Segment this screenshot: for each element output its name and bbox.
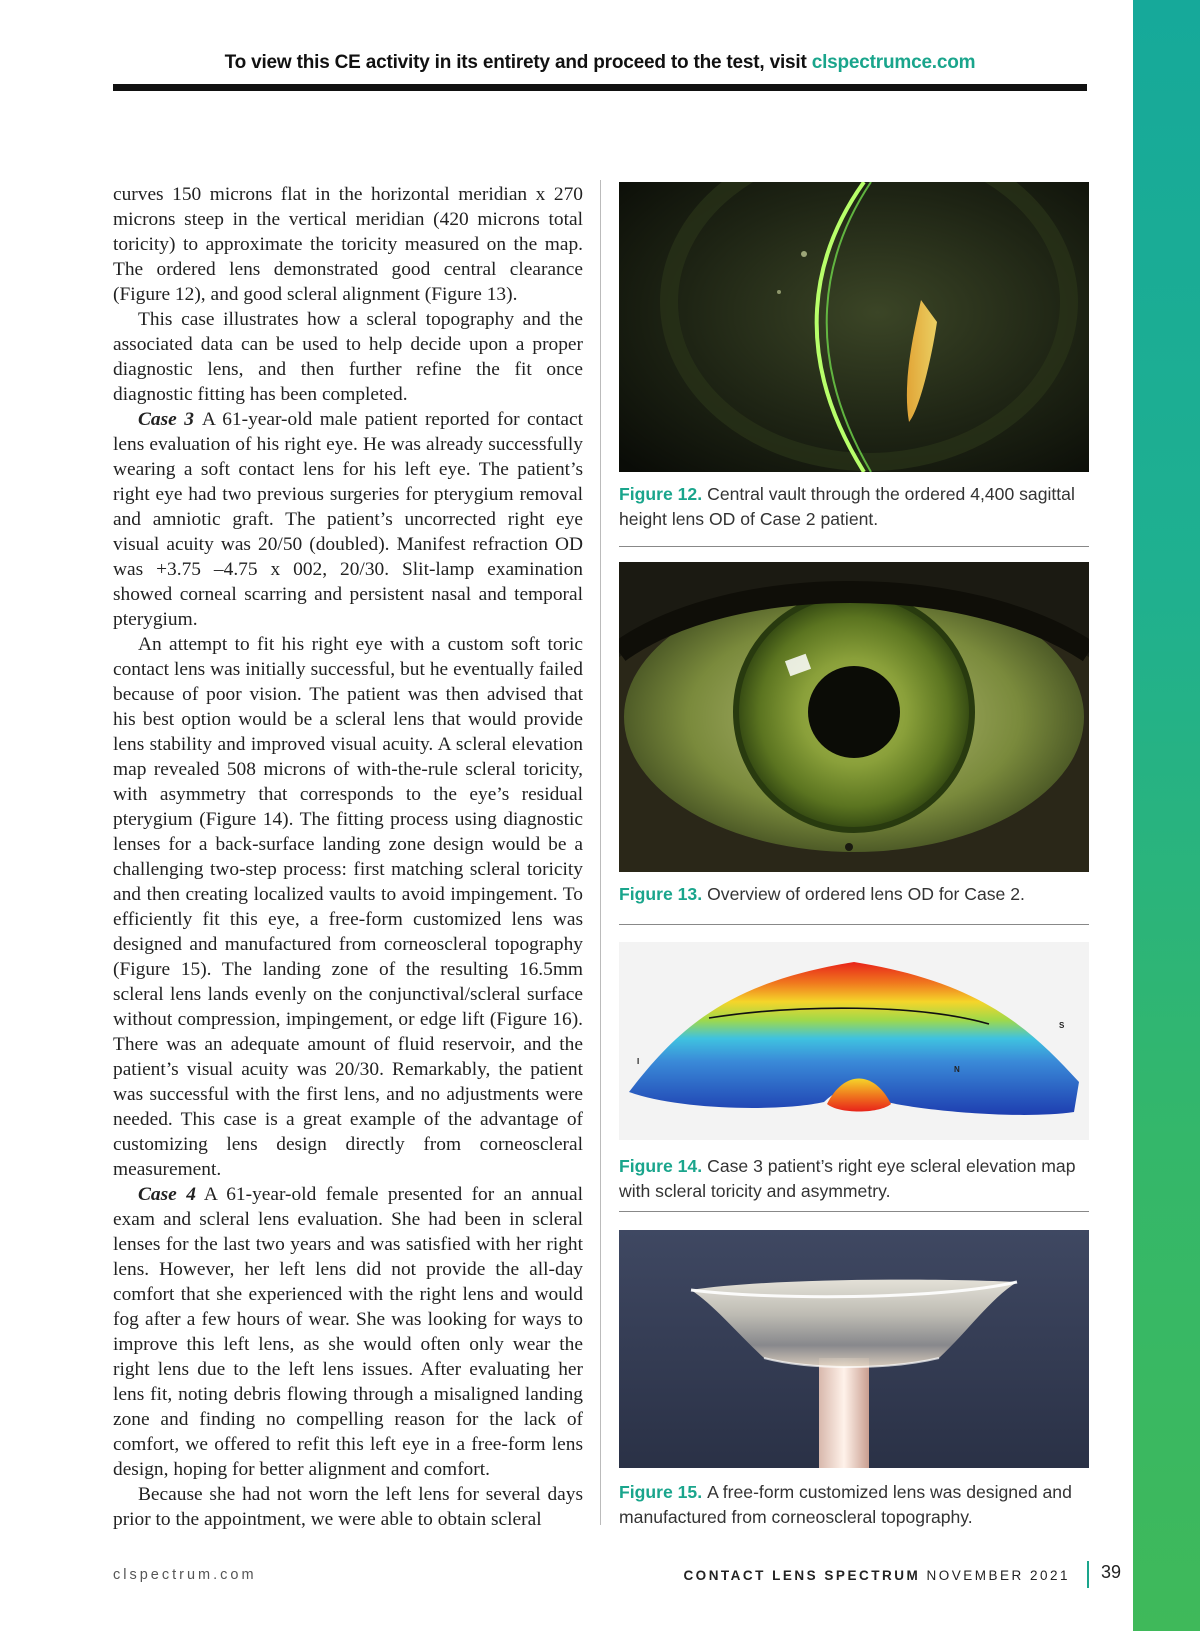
figure-13-image [619,562,1089,872]
figure-12-rule [619,546,1089,547]
paragraph-4: An attempt to fit his right eye with a custom soft toric contact lens was initially successful, but he eventually failed because of poor vision. The patient was then advised that his best option would be a scleral lens that would provide lens stability and improved visual acuity. A scleral elevation map revealed 508 microns of with-the-rule scleral toricity, with asymmetry that corresponds to the eye’s residual pterygium (Figure 14). The fitting process using diagnostic lenses for a back-surface landing zone design would be a challenging two-step process: first matching scleral toricity and then creating localized vaults to avoid impingement. To efficiently fit this eye, a free-form customized lens was designed and manufactured from corneoscleral topography (Figure 15). The landing zone of the resulting 16.5mm scleral lens lands evenly on the conjunctival/scleral surface without compression, impingement, or edge lift (Figure 16). There was an adequate amount of fluid reservoir, and the patient’s visual acuity was 20/30. Remarkably, the patient was successful with the first lens, and no adjustments were needed. This case is a great example of the advantage of customizing lens design directly from corneoscleral measurement. [113,634,583,1180]
side-color-bar [1133,0,1200,1631]
figure-13-rule [619,924,1089,925]
figure-14-rule [619,1211,1089,1212]
paragraph-2: This case illustrates how a scleral topography and the associated data can be used to help decide upon a proper diagnostic lens, and then further refine the fit once diagnostic fitting has been completed. [113,309,583,405]
figure-13 [619,562,1089,907]
ce-note-text: To view this CE activity in its entirety and proceed to the test, visit [224,52,807,73]
figure-12-text: Central vault through the ordered 4,400 sagittal height lens OD of Case 2 patient. [619,484,1075,529]
scleral-lens-photo [619,1230,1089,1468]
map-label-s: S [1059,1021,1065,1030]
figure-14-caption [619,1154,1089,1204]
figure-12-caption [619,482,1089,532]
footer-magazine [683,1568,1070,1583]
figure-14-label: Figure 14. [619,1156,703,1176]
figure-15 [619,1230,1089,1530]
case-3-label: Case 3 [138,409,194,430]
eye-photo [619,562,1089,872]
paragraph-case-3 [113,407,583,632]
header-rule [113,84,1087,91]
page-number: 39 [1101,1562,1122,1582]
slit-lamp-photo [619,182,1089,472]
paragraph-1: curves 150 microns flat in the horizontal meridian x 270 microns steep in the vertical meridian (420 microns total toricity) to approximate the toricity measured on the map. The ordered lens demonstrated good central clearance (Figure 12), and good scleral alignment (Figure 13). [113,184,583,305]
footer-magazine-title: CONTACT LENS SPECTRUM [683,1568,921,1583]
footer-site[interactable]: clspectrum.com [113,1567,257,1583]
column-divider [600,180,601,1525]
footer-divider [1087,1561,1089,1588]
figure-13-label: Figure 13. [619,884,703,904]
figure-13-caption [619,882,1089,907]
figure-13-text: Overview of ordered lens OD for Case 2. [707,884,1025,904]
figure-15-caption [619,1480,1089,1530]
figure-15-image [619,1230,1089,1468]
case-4-text: A 61-year-old female presented for an annual exam and scleral lens evaluation. She had been in scleral lenses for the last two years and was satisfied with her right lens. However, her left lens did not provide the all-day comfort that she experienced with the right lens and would fog after a few hours of wear. She was looking for ways to improve this left lens, as she would often only wear the right lens due to the left lens issues. After evaluating her lens fit, noting debris flowing through a misaligned landing zone and finding no compelling reason for the lack of comfort, we offered to refit this left eye in a free-form lens design, hoping for better alignment and comfort. [113,1184,583,1480]
scleral-elevation-map [619,942,1089,1140]
figure-12-image [619,182,1089,472]
figure-14 [619,942,1089,1204]
figure-14-text: Case 3 patient’s right eye scleral elevation map with scleral toricity and asymmetry. [619,1156,1076,1201]
paragraph-case-4 [113,1182,583,1482]
case-4-label: Case 4 [138,1184,196,1205]
map-label-i: I [637,1057,640,1066]
figure-15-text: A free-form customized lens was designed and manufactured from corneoscleral topography. [619,1482,1072,1527]
paragraph-6: Because she had not worn the left lens for several days prior to the appointment, we were able to obtain scleral [113,1484,583,1530]
figure-14-image [619,942,1089,1140]
figure-12-label: Figure 12. [619,484,703,504]
ce-activity-note [113,52,1087,74]
footer-issue: NOVEMBER 2021 [926,1568,1070,1583]
article-body [113,182,583,1532]
figure-15-label: Figure 15. [619,1482,703,1502]
figure-12 [619,182,1089,532]
map-label-n: N [954,1065,960,1074]
case-3-text: A 61-year-old male patient reported for contact lens evaluation of his right eye. He was already successfully wearing a soft contact lens for his left eye. The patient’s right eye had two previous surgeries for pterygium removal and amniotic graft. The patient’s uncorrected right eye visual acuity was 20/50 (doubled). Manifest refraction OD was +3.75 –4.75 x 002, 20/30. Slit-lamp examination showed corneal scarring and persistent nasal and temporal pterygium. [113,409,583,630]
ce-url-link[interactable]: clspectrumce.com [811,52,976,73]
